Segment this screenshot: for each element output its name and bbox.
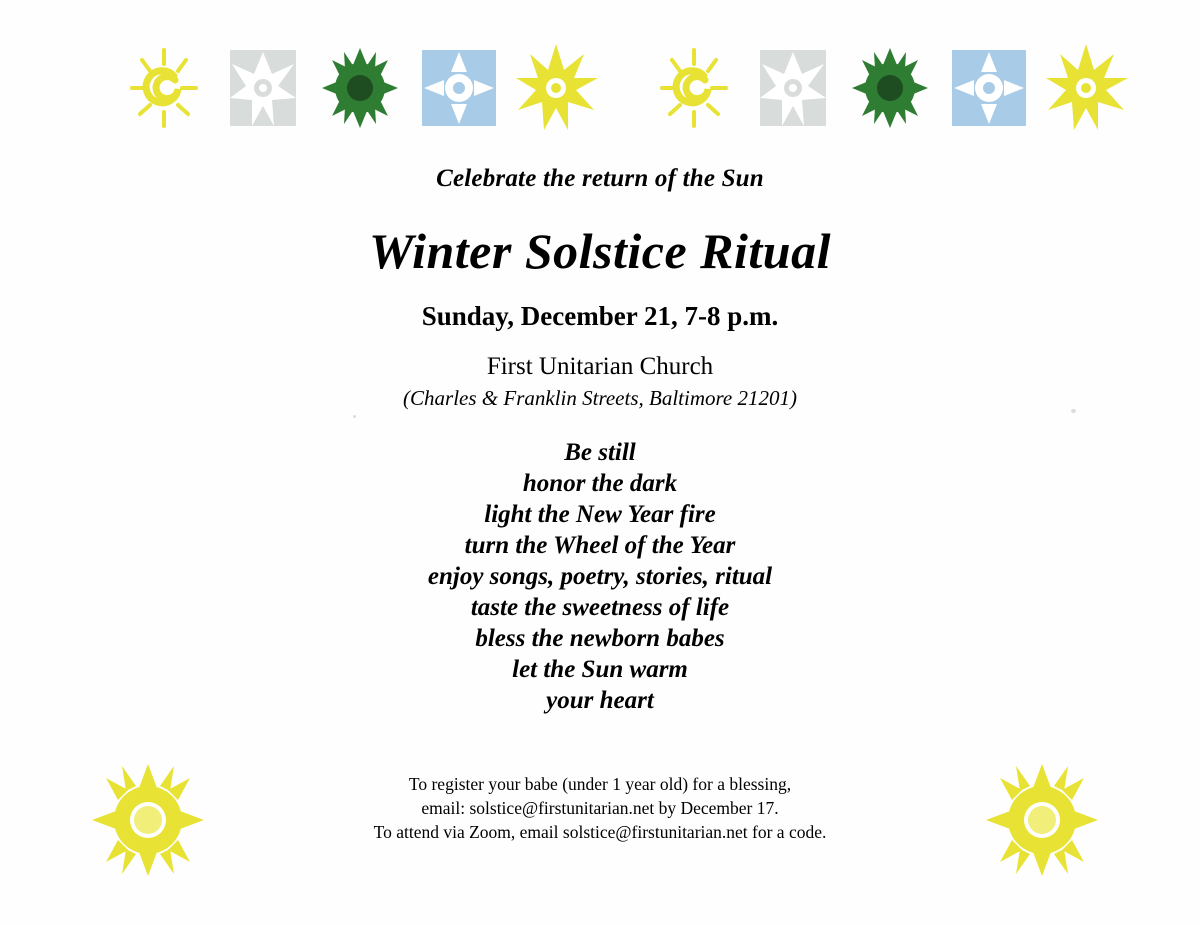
footer-line: To register your babe (under 1 year old) for a blessing, xyxy=(408,774,792,794)
scan-speckle xyxy=(1071,409,1076,413)
event-datetime: Sunday, December 21, 7-8 p.m. xyxy=(421,301,779,331)
yellow-spiral-sun-icon xyxy=(648,38,740,138)
poem-line: let the Sun warm xyxy=(512,656,688,683)
poem-line: light the New Year fire xyxy=(484,501,716,528)
yellow-sun-icon xyxy=(982,760,1102,880)
green-sunflower-icon xyxy=(844,38,936,138)
poem-line: honor the dark xyxy=(522,470,678,497)
poem-line: taste the sweetness of life xyxy=(470,594,730,621)
poem-line: your heart xyxy=(546,687,654,714)
yellow-starburst-icon xyxy=(1040,38,1132,138)
tagline: Celebrate the return of the Sun xyxy=(436,165,764,192)
poem-line: turn the Wheel of the Year xyxy=(464,532,736,559)
venue-name: First Unitarian Church xyxy=(486,353,714,380)
poem-line: bless the newborn babes xyxy=(475,625,725,652)
footer-line: email: solstice@firstunitarian.net by December 17. xyxy=(421,798,779,818)
poem-block xyxy=(0,437,1200,716)
yellow-sun-icon xyxy=(88,760,208,880)
blue-square-compass-icon xyxy=(412,38,504,138)
scan-speckle xyxy=(353,415,356,418)
gray-square-star-icon xyxy=(746,38,838,138)
venue-address: (Charles & Franklin Streets, Baltimore 21201) xyxy=(403,386,797,410)
page-title: Winter Solstice Ritual xyxy=(368,223,831,279)
poem-line: enjoy songs, poetry, stories, ritual xyxy=(427,563,773,590)
green-sunflower-icon xyxy=(314,38,406,138)
icon-band-group-right xyxy=(648,38,1132,138)
icon-band-group-left xyxy=(118,38,602,138)
gray-square-star-icon xyxy=(216,38,308,138)
blue-square-compass-icon xyxy=(942,38,1034,138)
yellow-spiral-sun-icon xyxy=(118,38,210,138)
footer-line: To attend via Zoom, email solstice@firstunitarian.net for a code. xyxy=(373,822,827,842)
poem-line: Be still xyxy=(564,439,636,466)
yellow-starburst-icon xyxy=(510,38,602,138)
decorative-icon-band xyxy=(0,38,1200,148)
